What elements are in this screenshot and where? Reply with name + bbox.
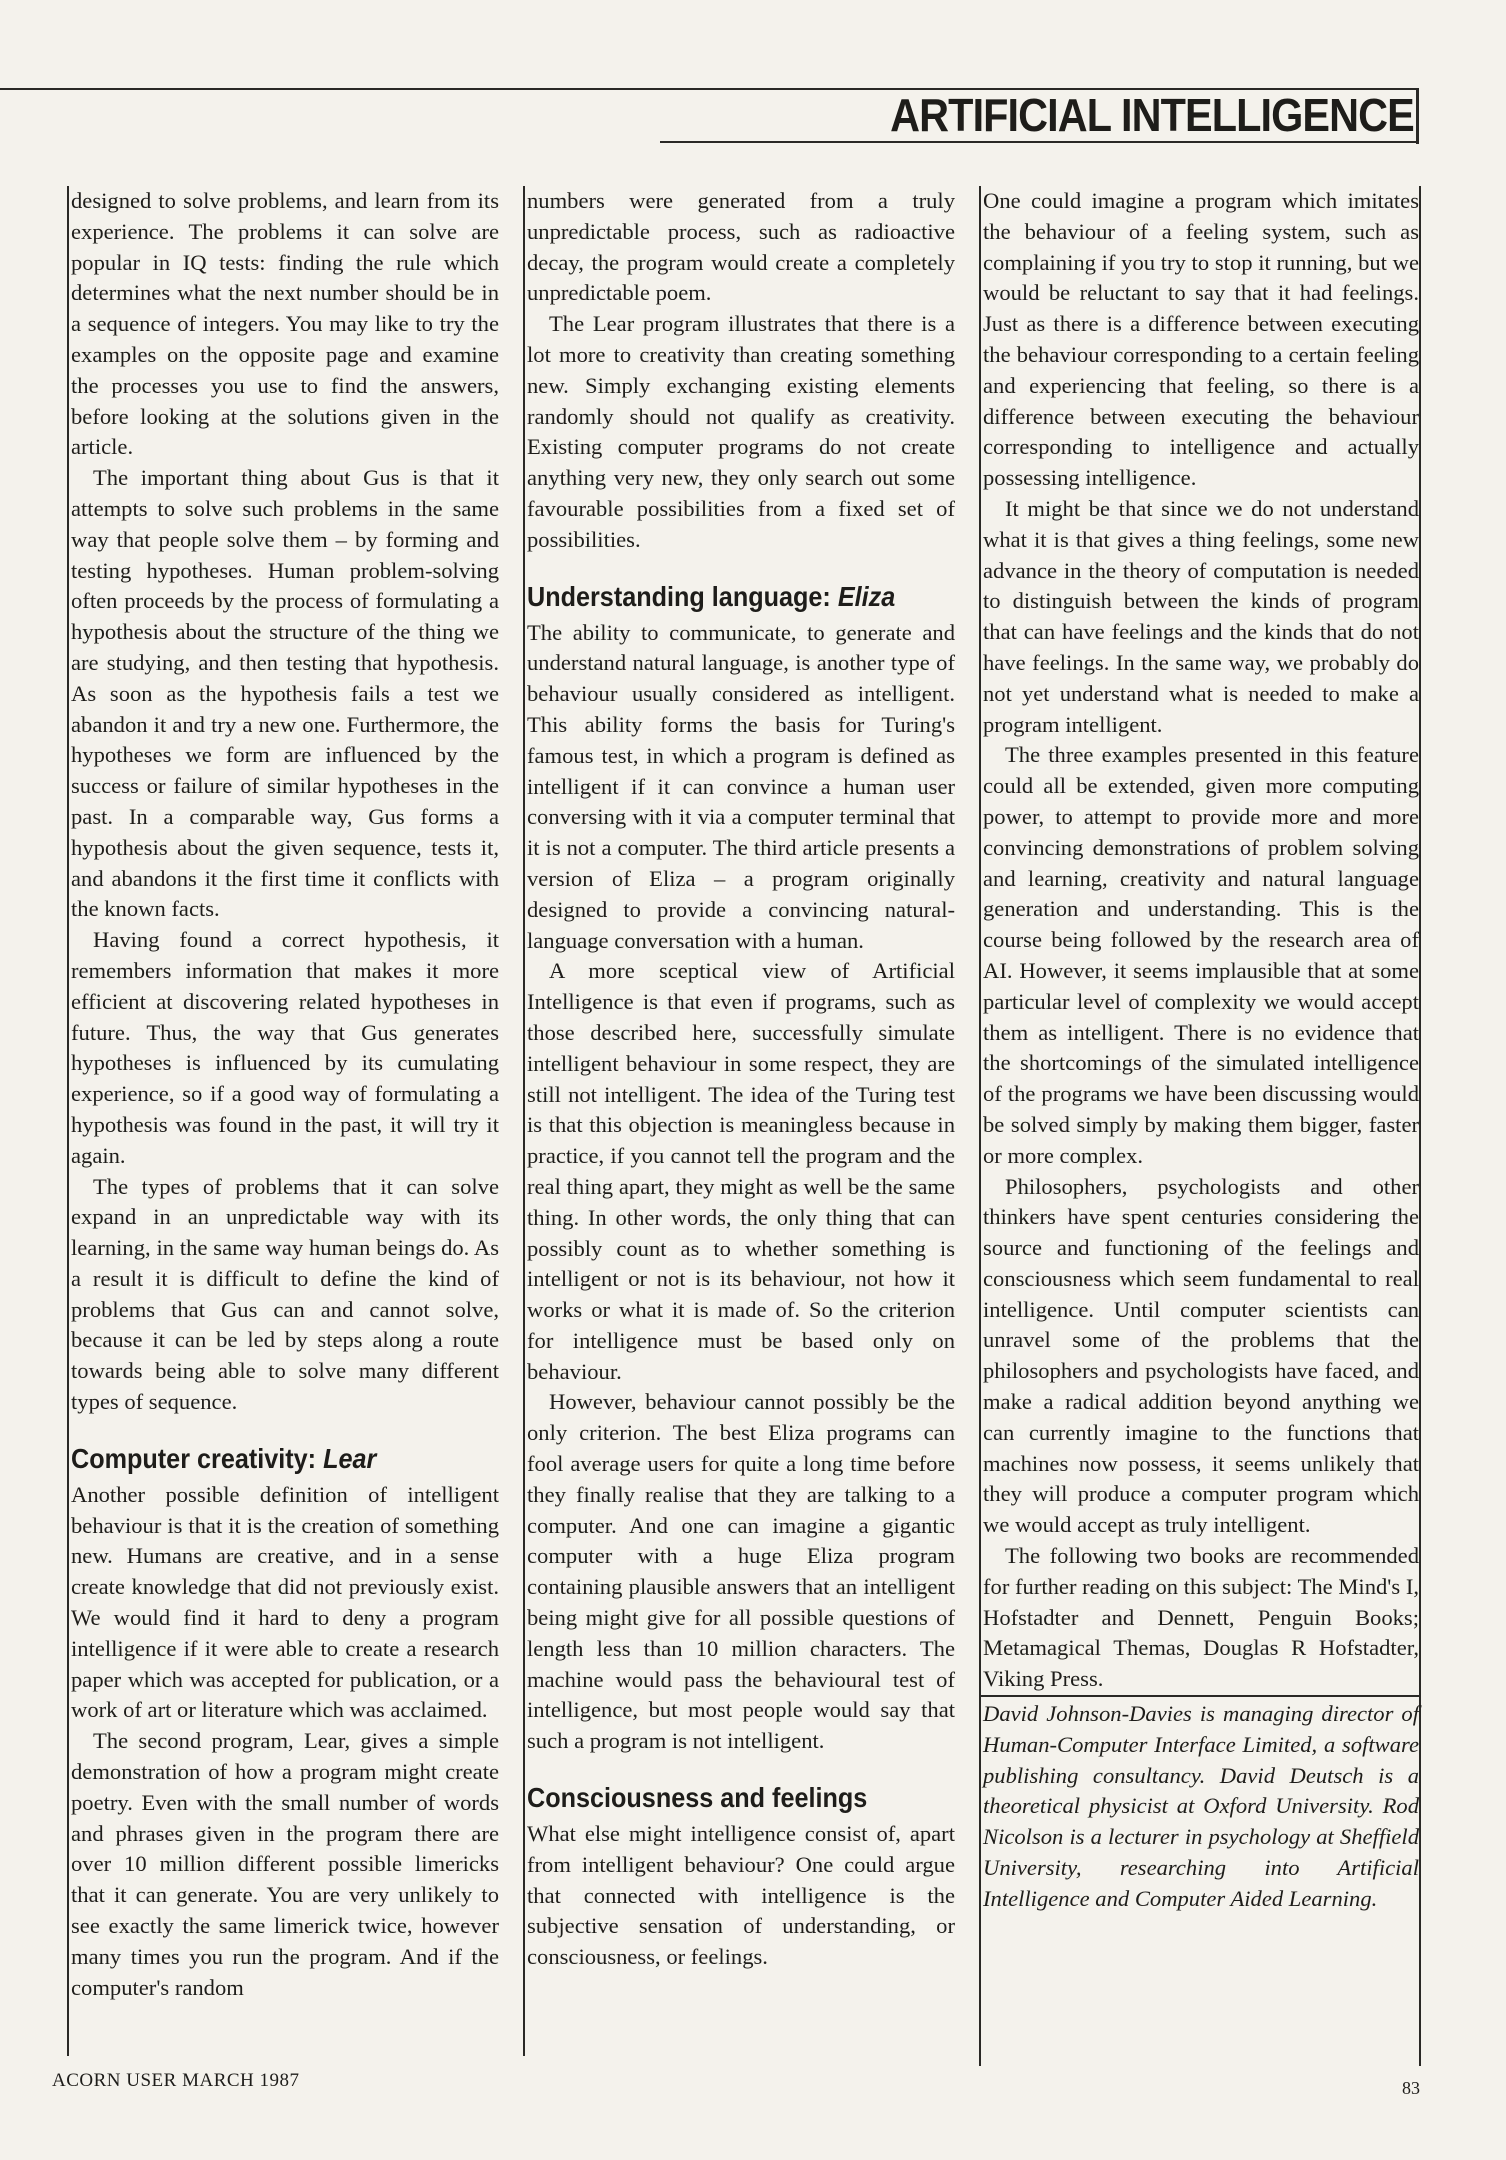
paragraph: Having found a correct hypothesis, it remembers information that makes it more efficient at discovering related hypotheses in future. Thus, the way that Gus generates hypotheses is influenced by its cumulating experience, so if a good way of formulating a hypothesis was found in the past, it will try it again. [71, 927, 499, 1168]
footer-publication: ACORN USER MARCH 1987 [52, 2070, 300, 2091]
paragraph: Philosophers, psychologists and other thinkers have spent centuries considering the source and functioning of the feelings and consciousness which seem fundamental to real intelligence. Until computer scientists can unravel some of the problems that the philosophers and psychologists have faced, and make a radical addition beyond anything we can currently imagine to the functions that machines now possess, it seems unlikely that they will produce a computer program which we would accept as truly intelligent. [983, 1173, 1419, 1538]
subheading-computer-creativity [71, 1442, 456, 1476]
author-bio: David Johnson-Davies is managing director of Human-Computer Interface Limited, a software publishing consultancy. David Deutsch is a theoretical physicist at Oxford University. Rod Nicolson is a lecturer in psychology at Sheffield University, researching into Artificial Intelligence and Computer Aided Learning. [981, 1695, 1419, 1915]
paragraph: It might be that since we do not understand what it is that gives a thing feelings, some new advance in the theory of computation is needed to distinguish between the kinds of program that can have feelings and the kinds that do not have feelings. In the same way, we probably do not yet understand what is needed to make a program intelligent. [983, 495, 1419, 737]
subheading-italic: Eliza [837, 580, 896, 612]
column-1 [67, 186, 499, 2056]
paragraph: The three examples presented in this feature could all be extended, given more computing power, to attempt to provide more and more convincing demonstrations of problem solving and learning, creativity and natural language generation and understanding. This is the course being followed by the research area of AI. However, it seems implausible that at some particular level of complexity we would accept them as intelligent. There is no evidence that the shortcomings of the simulated intelligence of the programs we have been discussing would be solved simply by making them bigger, faster or more complex. [983, 742, 1419, 1168]
section-title: ARTIFICIAL INTELLIGENCE [890, 89, 1414, 141]
subheading-understanding-language [527, 580, 912, 614]
paragraph: A more sceptical view of Artificial Intelligence is that even if programs, such as those described here, successfully simulate intelligent behaviour in some respect, they are still not intelligent. The idea of the Turing test is that this objection is meaningless because in practice, if you cannot tell the program and the real thing apart, they might as well be the same thing. In other words, the only thing that can possibly count as to whether something is intelligent or not is its behaviour, not how it works or what it is made of. So the criterion for intelligence must be based only on behaviour. [527, 958, 955, 1384]
subheading-text: Understanding language: [527, 580, 838, 612]
paragraph: One could imagine a program which imitates the behaviour of a feeling system, such as complaining if you try to stop it running, but we would be reluctant to say that it had feelings. Just as there is a difference between executing the behaviour corresponding to a certain feeling and experiencing that feeling, so there is a difference between executing the behaviour corresponding to intelligence and actually possessing intelligence. [983, 188, 1419, 491]
paragraph: The ability to communicate, to generate and understand natural language, is another type of behaviour usually considered as intelligent. This ability forms the basis for Turing's famous test, in which a program is defined as intelligent if it can convince a human user conversing with it via a computer terminal that it is not a computer. The third article presents a version of Eliza – a program originally designed to provide a convincing natural-language conversation with a human. [527, 619, 955, 953]
paragraph: Another possible definition of intelligent behaviour is that it is the creation of something new. Humans are creative, and in a sense create knowledge that did not previously exist. We would find it hard to deny a program intelligence if it were able to create a research paper which was accepted for publication, or a work of art or literature which was acclaimed. [71, 1481, 499, 1723]
further-reading: The following two books are recommended for further reading on this subject: The Mind's I, Hofstadter and Dennett, Penguin Books; Metamagical Themas, Douglas R Hofstadter, Viking Press. [983, 1543, 1419, 1692]
paragraph: The important thing about Gus is that it attempts to solve such problems in the same way that people solve them – by forming and testing hypotheses. Human problem-solving often proceeds by the process of formulating a hypothesis about the structure of the thing we are studying, and then testing that hypothesis. As soon as the hypothesis fails a test we abandon it and try a new one. Furthermore, the hypotheses we form are influenced by the success or failure of similar hypotheses in the past. In a comparable way, Gus forms a hypothesis about the given sequence, tests it, and abandons it the first time it conflicts with the known facts. [71, 465, 499, 922]
paragraph: The types of problems that it can solve expand in an unpredictable way with its learning, in the same way human beings do. As a result it is difficult to define the kind of problems that Gus can and cannot solve, because it can be led by steps along a route towards being able to solve many different types of sequence. [71, 1173, 499, 1415]
subheading-consciousness: Consciousness and feelings [527, 1782, 868, 1814]
subheading-italic: Lear [323, 1442, 377, 1474]
paragraph: The second program, Lear, gives a simple demonstration of how a program might create poetry. Even with the small number of words and phrases given in the program there are over 10 million different possible limericks that it can generate. You are very unlikely to see exactly the same limerick twice, however many times you run the program. And if the computer's random [71, 1728, 499, 2000]
paragraph: The Lear program illustrates that there is a lot more to creativity than creating something new. Simply exchanging existing elements randomly should not qualify as creativity. Existing computer programs do not create anything very new, they only search out some favourable possibilities from a fixed set of possibilities. [527, 311, 955, 552]
subheading-text: Computer creativity: [71, 1442, 324, 1474]
paragraph: What else might intelligence consist of, apart from intelligent behaviour? One could argue that connected with intelligence is the subjective sensation of understanding, or consciousness, or feelings. [527, 1821, 955, 1970]
paragraph: However, behaviour cannot possibly be the only criterion. The best Eliza programs can fool average users for quite a long time before they finally realise that they are talking to a computer. And one can imagine a gigantic computer with a huge Eliza program containing plausible answers that an intelligent being might give for all possible questions of length less than 10 million characters. The machine would pass the behavioural test of intelligence, but most people would say that such a program is not intelligent. [527, 1389, 955, 1754]
column-2 [523, 186, 955, 2056]
paragraph: designed to solve problems, and learn from its experience. The problems it can solve are popular in IQ tests: finding the rule which determines what the next number should be in a sequence of integers. You may like to try the examples on the opposite page and examine the processes you use to find the answers, before looking at the solutions given in the article. [71, 188, 499, 460]
page-number: 83 [1402, 2078, 1420, 2098]
paragraph: numbers were generated from a truly unpredictable process, such as radioactive decay, the program would create a completely unpredictable poem. [527, 188, 955, 306]
column-3 [979, 186, 1421, 2066]
header-divider [1416, 88, 1419, 144]
